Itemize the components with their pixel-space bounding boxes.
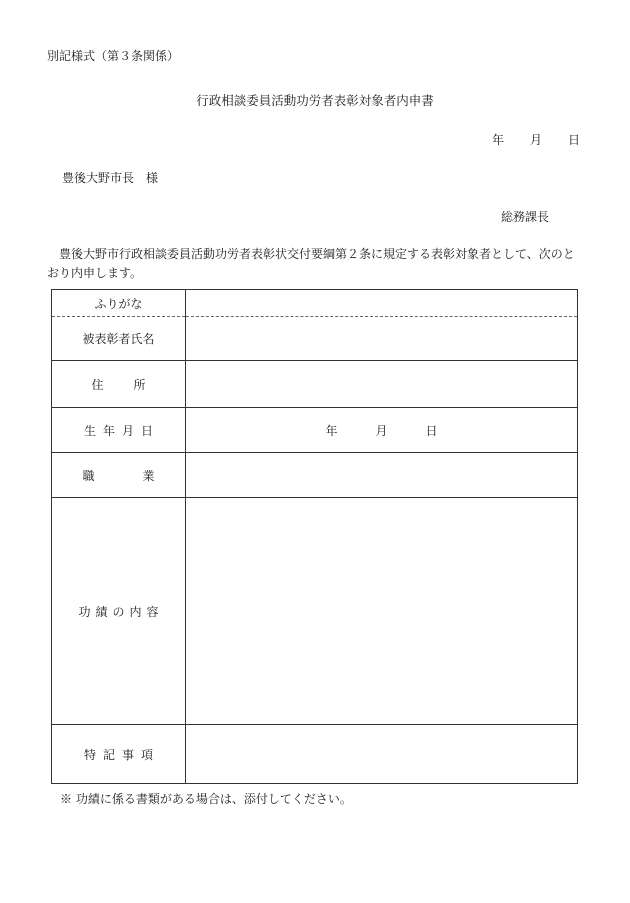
row-name	[52, 317, 578, 361]
field-notes[interactable]	[186, 725, 578, 784]
row-notes	[52, 725, 578, 784]
label-occupation: 職業	[52, 453, 186, 498]
label-birthdate: 生年月日	[52, 408, 186, 453]
birthdate-day: 日	[425, 423, 438, 438]
label-notes: 特記事項	[52, 725, 186, 784]
row-occupation	[52, 453, 578, 498]
field-birthdate[interactable]	[186, 408, 578, 453]
date-line	[492, 131, 580, 148]
label-furigana: ふりがな	[52, 290, 186, 317]
label-address: 住所	[52, 361, 186, 408]
addressee: 豊後大野市長 様	[62, 171, 159, 185]
row-address	[52, 361, 578, 408]
field-name[interactable]	[186, 317, 578, 361]
document-title: 行政相談委員活動功労者表彰対象者内申書	[196, 93, 434, 108]
field-occupation[interactable]	[186, 453, 578, 498]
footnote: ※ 功績に係る書類がある場合は、添付してください。	[60, 792, 352, 806]
field-address[interactable]	[186, 361, 578, 408]
body-paragraph: 豊後大野市行政相談委員活動功労者表彰状交付要綱第２条に規定する表彰対象者として、次のとおり内申します。	[47, 247, 575, 280]
field-furigana[interactable]	[186, 290, 578, 317]
row-furigana	[52, 290, 578, 317]
date-day: 日	[567, 133, 580, 147]
application-form-table	[51, 289, 578, 784]
label-achievements: 功績の内容	[52, 498, 186, 725]
date-month: 月	[529, 133, 542, 147]
label-name: 被表彰者氏名	[52, 317, 186, 361]
birthdate-year: 年	[325, 423, 338, 438]
birthdate-month: 月	[375, 423, 388, 438]
row-birthdate	[52, 408, 578, 453]
sender: 総務課長	[501, 210, 550, 224]
form-reference: 別記様式（第３条関係）	[47, 49, 180, 63]
row-achievements	[52, 498, 578, 725]
date-year: 年	[491, 133, 504, 147]
field-achievements[interactable]	[186, 498, 578, 725]
